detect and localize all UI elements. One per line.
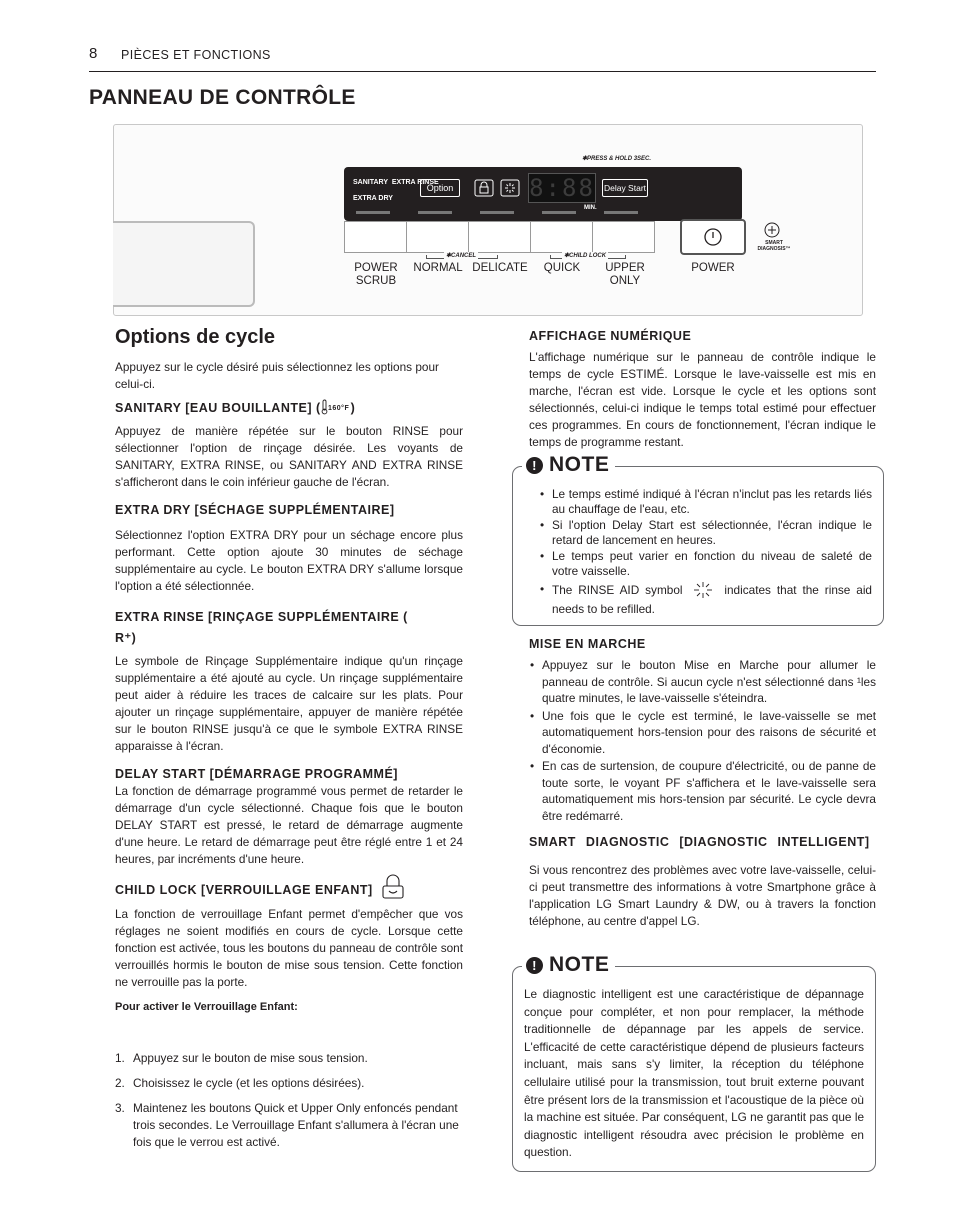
right-column (529, 327, 876, 451)
list-item: • Le temps peut varier en fonction du niveau de saleté de votre vaisselle. (552, 549, 872, 579)
label-power-scrub: POWER SCRUB (354, 262, 398, 287)
display-title: AFFICHAGE NUMÉRIQUE (529, 329, 692, 343)
list-item: • Le temps estimé indiqué à l'écran n'inclut pas les retards liés au chauffage de l'eau, etc. (552, 487, 872, 517)
sanitary-title: SANITARY [EAU BOUILLANTE] ( 160°F ) (115, 401, 356, 415)
power-on-title: MISE EN MARCHE (529, 637, 646, 651)
section-title: PIÈCES ET FONCTIONS (121, 48, 271, 62)
header-rule (89, 71, 876, 72)
indicator-extra-dry: EXTRA DRY (353, 195, 393, 202)
label-delicate: DELICATE (472, 262, 528, 274)
list-item: 1. Appuyez sur le bouton de mise sous tension. (115, 1051, 368, 1065)
power-on-section (529, 635, 876, 930)
press-hold-label: ✱PRESS & HOLD 3SEC. (582, 156, 652, 162)
label-normal: NORMAL (413, 262, 463, 274)
rinse-aid-icon (688, 580, 718, 600)
cancel-label: ✱CANCEL (446, 253, 477, 259)
smart-title: SMART DIAGNOSTIC [DIAGNOSTIC INTELLIGENT] (529, 835, 870, 849)
button-power-scrub[interactable] (344, 221, 407, 253)
page-number: 8 (89, 45, 98, 62)
note-2-text: Le diagnostic intelligent est une caractéristique de dépannage conçue pour compléter, et non pour remplacer, la méthode traditionnelle de dépannage par les appels de service. L'efficacité de cette caractéristique dépend de plusieurs facteurs incluant, mais sans s'y limiter, la réception du téléphone cellulaire utilisé pour la transmission, tout bruit externe pouvant être présent lors de la transmission et l'acoustique de la pièce où la machine est située. Par conséquent, LG ne garantit pas que le diagnostic intelligent résoudra avec précision le problème en question. (524, 987, 864, 1160)
delay-start-text: La fonction de démarrage programmé vous permet de retarder le démarrage d'un cycle sélectionné. Chaque fois que le bouton DELAY START est pressé, le retard de démarrage augmente d'une heure. Le retard de démarrage peut être réglé entre 1 et 24 heures, par incréments d'une heure. (115, 784, 463, 866)
digital-display: 8:88 (529, 174, 595, 202)
note-exclamation-icon: ! (526, 957, 543, 974)
delay-start-title: DELAY START [DÉMARRAGE PROGRAMMÉ] (115, 767, 398, 781)
list-item: 3. Maintenez les boutons Quick et Upper Only enfoncés pendant trois secondes. Le Verrouillage Enfant s'allumera à l'écran une fois que le verrou est activé. (115, 1101, 459, 1149)
child-lock-label: ✱CHILD LOCK (564, 253, 607, 259)
control-panel-illustration (113, 124, 863, 316)
option-button[interactable]: Option (420, 179, 460, 197)
list-item: • The RINSE AID symbol indicates that the rinse aid needs to be refilled. (552, 580, 872, 618)
list-item: • Une fois que le cycle est terminé, le lave-vaisselle se met automatiquement hors-tension pour des raisons de sécurité et d'économie. (542, 708, 876, 758)
step-list (115, 1050, 463, 1151)
indicator-extra-rinse: EXTRA RINSE (391, 179, 439, 186)
button-delicate[interactable] (468, 221, 531, 253)
note-title-1: ! NOTE (522, 453, 615, 477)
extra-rinse-icon: R⁺) (115, 631, 137, 645)
door-edge (113, 221, 255, 307)
list-item: 2. Choisissez le cycle (et les options désirées). (115, 1076, 365, 1090)
left-column (115, 326, 463, 1151)
min-label: MIN. (584, 205, 597, 211)
options-intro: Appuyez sur le cycle désiré puis sélectionnez les options pour celui-ci. (115, 360, 439, 391)
smart-diagnosis-label: SMART DIAGNOSIS™ (757, 240, 791, 252)
smart-text: Si vous rencontrez des problèmes avec votre lave-vaisselle, celui-ci peut transmettre des informations à votre Smartphone grâce à l'application LG Smart Laundry & DW, ou à travers la fonction téléphone, au centre d'appel LG. (529, 863, 876, 928)
power-icon (682, 221, 744, 253)
extra-dry-title: EXTRA DRY [SÉCHAGE SUPPLÉMENTAIRE] (115, 503, 395, 517)
note-exclamation-icon: ! (526, 457, 543, 474)
child-lock-title: CHILD LOCK [VERROUILLAGE ENFANT] (115, 874, 463, 900)
thermometer-160-icon (321, 399, 351, 415)
extra-dry-text: Sélectionnez l'option EXTRA DRY pour un séchage encore plus performant. Cette option ajoute 30 minutes de séchage supplémentaire au cycle. Le bouton EXTRA DRY s'allume lorsque l'option a été sélectionnée. (115, 528, 463, 593)
list-item: • En cas de surtension, de coupure d'électricité, ou de panne de toute sorte, le voyant PF s'affichera et le lave-vaisselle sera automatiquement mis hors-tension par sécurité. Le cycle devra être redémarré. (542, 758, 876, 824)
label-power: POWER (691, 262, 735, 274)
child-lock-text: La fonction de verrouillage Enfant permet d'empêcher que vos réglages ne soient modifiés en cours de cycle. Lorsque cette fonction est activée, tous les boutons du panneau de contrôle sont verrouillés hormis le bouton de mise sous tension. Cette fonction ne verrouille pas la porte. (115, 907, 463, 989)
list-item: • Appuyez sur le bouton Mise en Marche pour allumer le panneau de contrôle. Si aucun cycle n'est sélectionné dans ¹les quatre minutes, le lave-vaisselle s'éteindra. (542, 657, 876, 707)
button-upper-only[interactable] (592, 221, 655, 253)
display-text: L'affichage numérique sur le panneau de contrôle indique le temps de cycle ESTIMÉ. Lorsque le lave-vaisselle est mis en marche, l'écran est vide. Lorsque le cycle et les options sont sélectionnés, celui-ci indique le temps total estimé pour effectuer ces programmes. En cours de fonctionnement, l'écran indique le temps de programme restant. (529, 350, 876, 449)
extra-rinse-text: Le symbole de Rinçage Supplémentaire indique qu'un rinçage supplémentaire a été ajouté au cycle. Un rinçage supplémentaire peut aider à réduire les traces de calcaire sur les plats. Pour ajouter un rinçage supplémentaire, appuyer de manière répétée sur le bouton RINSE jusqu'à ce que le symbole EXTRA RINSE apparaisse à l'écran. (115, 654, 463, 753)
note-title-2: ! NOTE (522, 953, 615, 977)
button-normal[interactable] (406, 221, 469, 253)
sanitary-text: Appuyez de manière répétée sur le bouton RINSE pour sélectionner l'option de rinçage désirée. Les voyants de SANITARY, EXTRA RINSE, ou SANITARY AND EXTRA RINSE s'afficheront dans le coin inférieur gauche de l'écran. (115, 424, 463, 489)
activate-title: Pour activer le Verrouillage Enfant: (115, 1001, 298, 1013)
child-lock-icon (381, 874, 405, 900)
button-quick[interactable] (530, 221, 593, 253)
page-title: PANNEAU DE CONTRÔLE (89, 86, 356, 109)
extra-rinse-title: EXTRA RINSE [RINÇAGE SUPPLÉMENTAIRE ( R⁺) (115, 607, 463, 649)
delay-start-button[interactable]: Delay Start (602, 179, 648, 197)
rinse-aid-icon (500, 179, 520, 197)
note-1-content (540, 487, 872, 619)
label-upper-only: UPPER ONLY (605, 262, 645, 287)
svg-text:160°F: 160°F (327, 405, 349, 412)
list-item: • Si l'option Delay Start est sélectionnée, l'écran indique le retard de lancement en heures. (552, 518, 872, 548)
power-button[interactable] (680, 219, 746, 255)
options-heading: Options de cycle (115, 326, 276, 348)
label-quick: QUICK (543, 262, 581, 274)
smart-diagnosis-icon (762, 221, 782, 239)
display-strip (344, 167, 742, 221)
indicator-sanitary: SANITARY (353, 179, 388, 186)
child-lock-icon (474, 179, 494, 197)
